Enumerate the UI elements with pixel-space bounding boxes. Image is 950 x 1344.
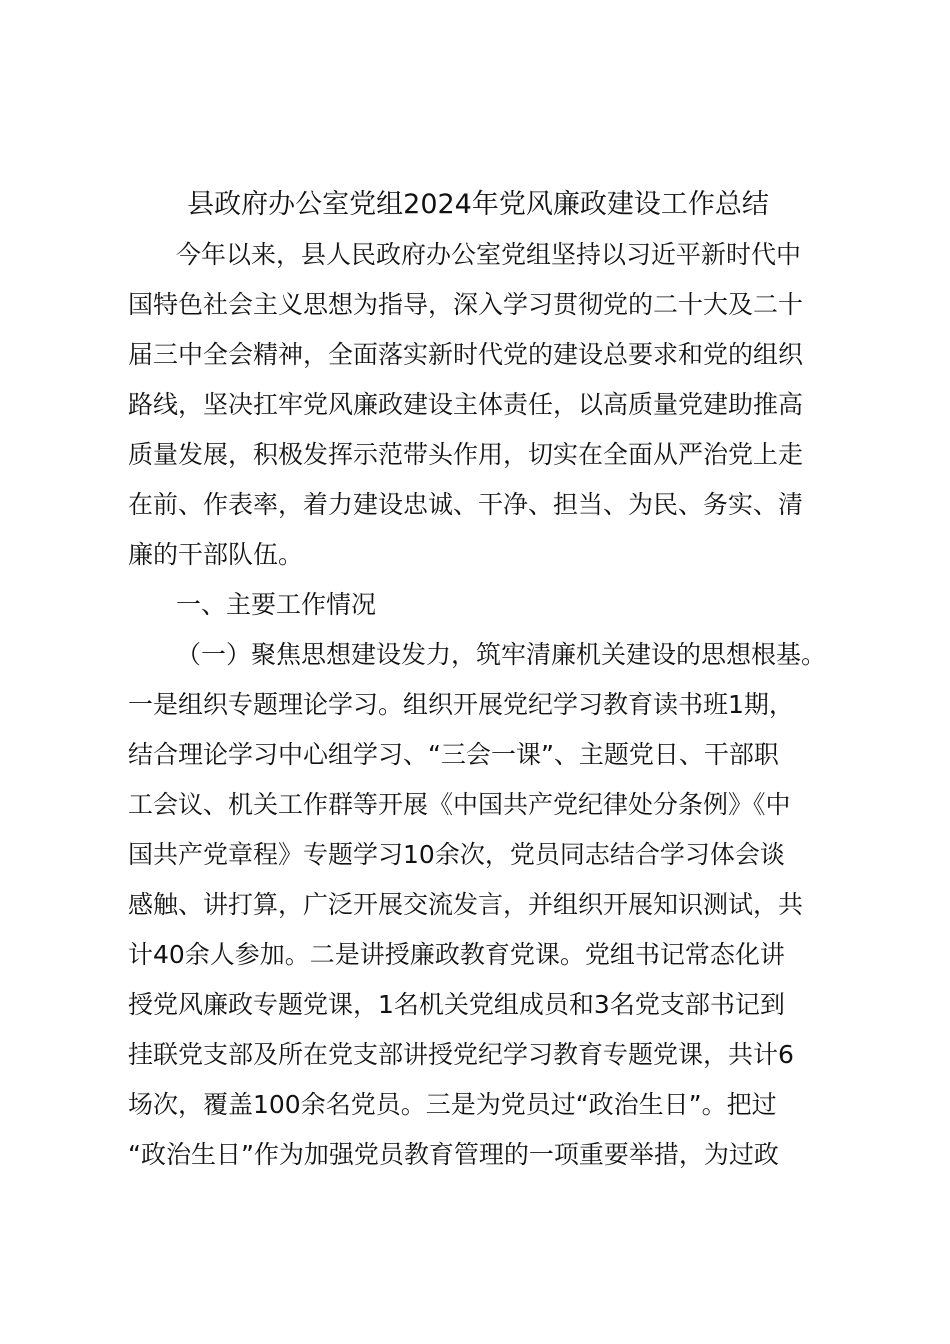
paragraph-line: 计40余人参加。二是讲授廉政教育党课。党组书记常态化讲 <box>128 940 785 969</box>
paragraph-line: 在前、作表率，着力建设忠诚、干净、担当、为民、务实、清 <box>128 490 804 519</box>
paragraph-line: 工会议、机关工作群等开展《中国共产党纪律处分条例》《中 <box>128 790 791 819</box>
subsection-heading: （一）聚焦思想建设发力，筑牢清廉机关建设的思想根基。 <box>176 640 827 669</box>
paragraph-line: 路线，坚决扛牢党风廉政建设主体责任，以高质量党建助推高 <box>128 390 804 419</box>
paragraph-line: 质量发展，积极发挥示范带头作用，切实在全面从严治党上走 <box>128 440 804 469</box>
paragraph-line: 今年以来，县人民政府办公室党组坚持以习近平新时代中 <box>176 240 802 269</box>
section-heading: 一、主要工作情况 <box>176 590 377 619</box>
paragraph-line: 感触、讲打算，广泛开展交流发言，并组织开展知识测试，共 <box>128 890 804 919</box>
document-title: 县政府办公室党组2024年党风廉政建设工作总结 <box>187 189 769 220</box>
paragraph-line: 廉的干部队伍。 <box>128 540 304 569</box>
paragraph-line: 国共产党章程》专题学习10余次，党员同志结合学习体会谈 <box>128 840 785 869</box>
paragraph-line: 授党风廉政专题党课，1名机关党组成员和3名党支部书记到 <box>128 990 785 1019</box>
paragraph-line: “政治生日”作为加强党员教育管理的一项重要举措，为过政 <box>128 1140 779 1169</box>
paragraph-line: 场次，覆盖100余名党员。三是为党员过“政治生日”。把过 <box>128 1090 777 1119</box>
paragraph-line: 届三中全会精神，全面落实新时代党的建设总要求和党的组织 <box>128 340 804 369</box>
paragraph-line: 国特色社会主义思想为指导，深入学习贯彻党的二十大及二十 <box>128 290 804 319</box>
paragraph-line: 挂联党支部及所在党支部讲授党纪学习教育专题党课，共计6 <box>128 1040 794 1069</box>
paragraph-line: 一是组织专题理论学习。组织开展党纪学习教育读书班1期， <box>128 690 794 719</box>
paragraph-line: 结合理论学习中心组学习、“三会一课”、主题党日、干部职 <box>128 740 779 769</box>
